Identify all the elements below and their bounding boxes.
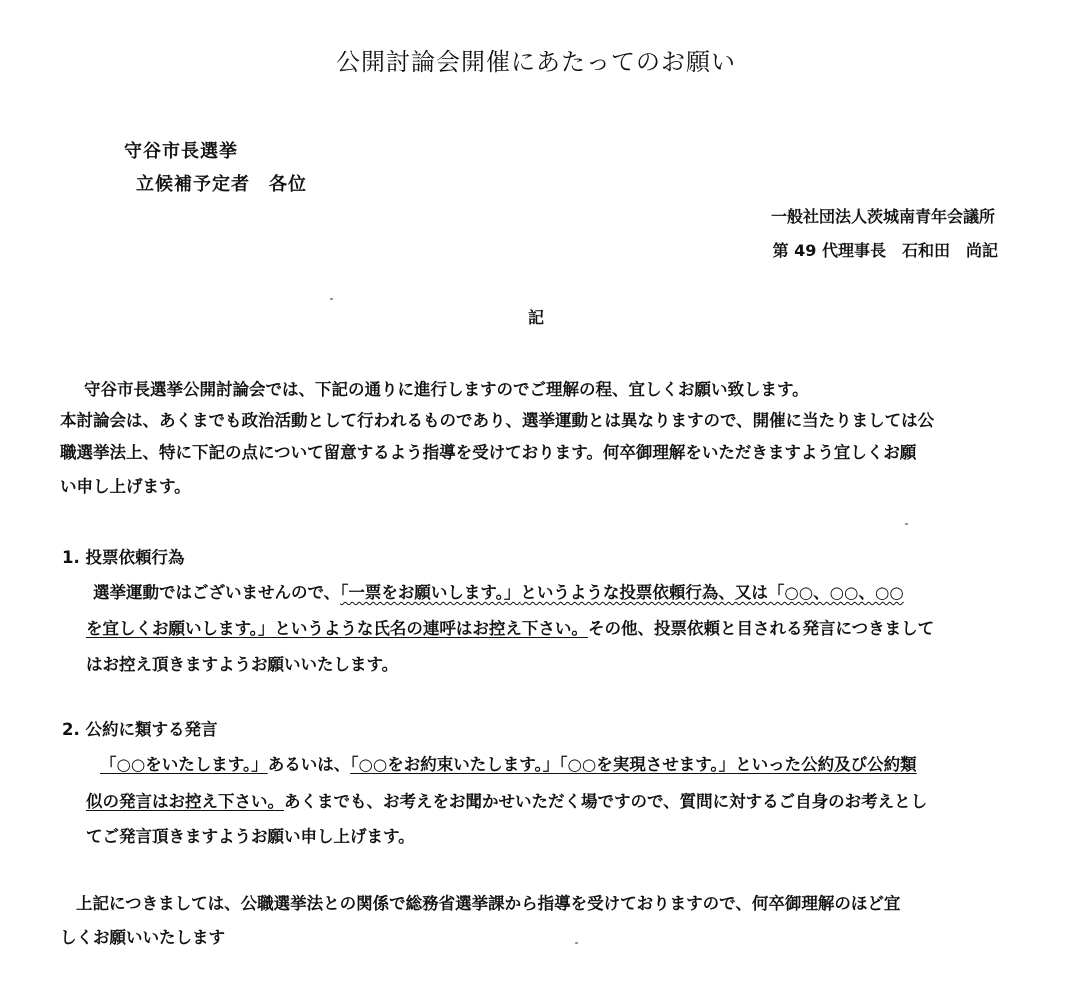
sender-organization: 一般社団法人茨城南青年会議所 [770,207,995,226]
closing-line-2: しくお願いいたします [60,928,225,947]
section2-quote-1: 「○○をいたします。」 [100,755,268,774]
section1-heading: 1. 投票依頼行為 [62,548,185,567]
document-title: 公開討論会開催にあたってのお願い [336,48,736,76]
section1-underlined: を宜しくお願いします。」というような氏名の連呼はお控え下さい。 [86,619,588,638]
section2-text: あくまでも、お考えをお聞かせいただく場ですので、質問に対するご自身のお考えとし [284,792,928,811]
section1-line-3: はお控え頂きますようお願いいたします。 [86,655,399,674]
section2-heading: 2. 公約に類する発言 [62,720,218,739]
addressee-candidates: 立候補予定者 各位 [136,174,307,195]
intro-line-2: 本討論会は、あくまでも政治活動として行われるものであり、選挙運動とは異なりますので、開催に当たりましては公 [60,411,935,430]
section2-text: あるいは、 [267,755,351,774]
addressee-election: 守谷市長選挙 [124,141,238,162]
section1-line-1 [93,579,904,603]
scan-speck [575,942,578,944]
section2-line-2 [86,788,927,812]
section1-line-2 [86,615,934,639]
ki-heading: 記 [527,308,544,327]
scan-speck [330,298,333,300]
section2-line-1 [100,751,917,775]
intro-line-1: 守谷市長選挙公開討論会では、下記の通りに進行しますのでご理解の程、宜しくお願い致します。 [84,380,809,399]
section1-text: 選挙運動ではございませんので、 [93,583,341,602]
intro-line-3: 職選挙法上、特に下記の点について留意するよう指導を受けております。何卒御理解をいただきますよう宜しくお願 [60,443,917,462]
scan-speck [905,523,908,525]
section2-quote-2: 「○○をお約束いたします。」「○○を実現させます。」といった公約及び公約類 [350,755,917,774]
section2-line-3: てご発言頂きますようお願い申し上げます。 [86,827,415,846]
sender-name: 第 49 代理事長 石和田 尚記 [772,241,998,260]
section1-text-wavy: というような投票依頼行為、又は「○○、○○、○○ [520,583,904,602]
section1-quote-vote: 「一票をお願いします。」 [340,583,521,602]
section2-underlined: 似の発言はお控え下さい。 [86,792,284,811]
closing-line-1: 上記につきましては、公職選挙法との関係で総務省選挙課から指導を受けておりますので、何卒御理解のほど宜 [76,894,901,913]
intro-line-4: い申し上げます。 [60,477,191,496]
section1-text: その他、投票依頼と目される発言につきまして [587,619,935,638]
